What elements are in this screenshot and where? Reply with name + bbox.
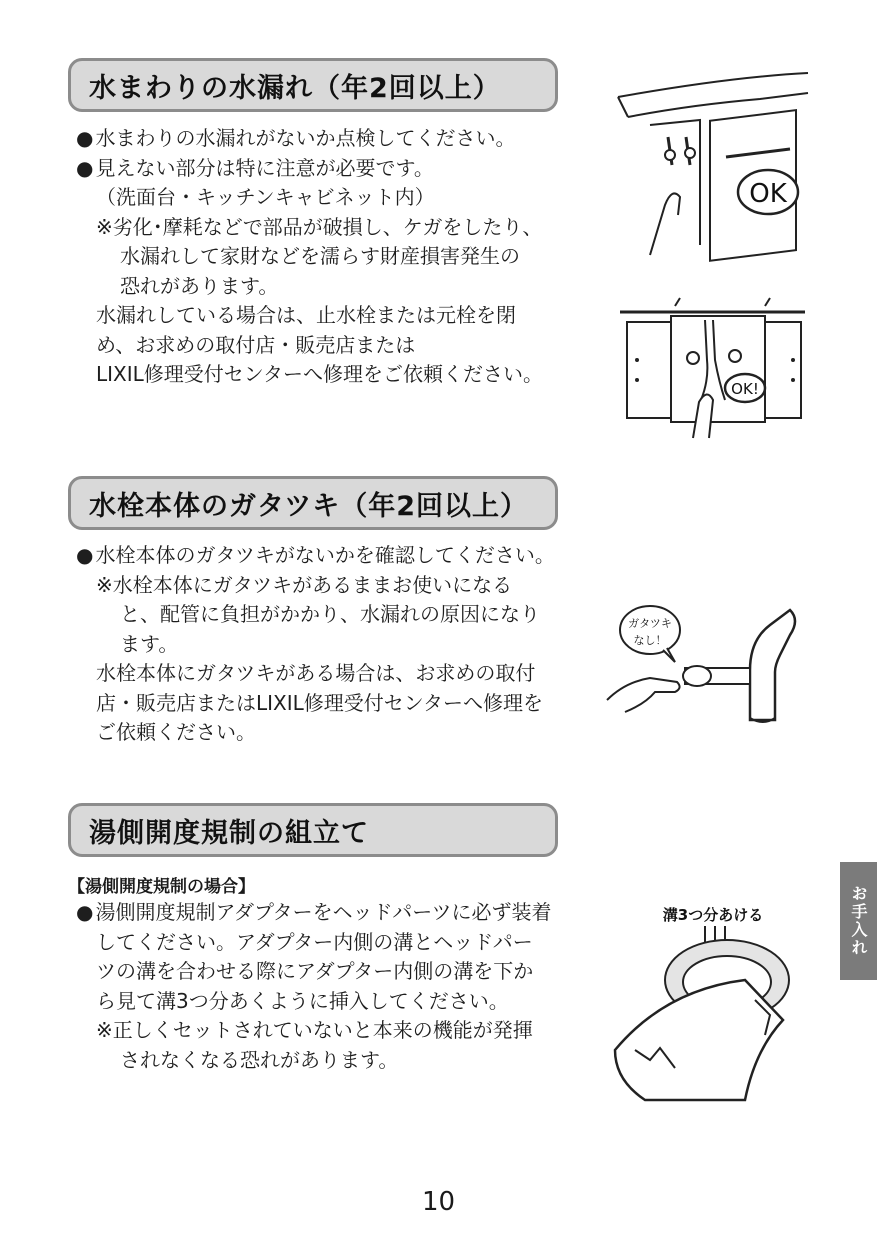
body-line: 恐れがあります。 [120,273,279,298]
adapter-groove-illustration [605,900,805,1105]
body-line: ※正しくセットされていないと本来の機能が発揮 [96,1018,533,1042]
body-line: め、お求めの取付店・販売店または [96,332,416,357]
body-line: ら見て溝3つ分あくように挿入してください。 [96,988,509,1013]
bubble-label: なし！ [633,634,667,647]
body-line: （洗面台・キッチンキャビネット内） [96,185,435,209]
section-body-hot-limit-assembly [76,898,551,1075]
body-line: ● 水まわりの水漏れがないか点検してください。 [76,124,543,154]
body-line: されなくなる恐れがあります。 [120,1047,399,1072]
ok-label: OK [749,179,787,209]
body-line: 店・販売店またはLIXIL修理受付センターへ修理を [96,690,543,715]
body-line: してください。アダプター内側の溝とヘッドパー [96,929,533,954]
section-title-faucet-wobble: 水栓本体のガタツキ（年2回以上） [68,476,558,530]
bubble-label: ガタツキ [628,617,672,630]
body-line: 水漏れしている場合は、止水栓または元栓を閉 [96,303,516,327]
body-line: ツの溝を合わせる際にアダプター内側の溝を下か [96,959,534,983]
body-line: ます。 [120,631,179,656]
section-body-leak-check [76,124,543,390]
body-line: ご依頼ください。 [96,720,256,744]
groove-label: 溝3つ分あける [662,906,764,924]
open-cabinet-illustration [615,290,810,440]
body-line: ● 見えない部分は特に注意が必要です。 [76,154,543,184]
faucet-wobble-illustration [605,600,805,730]
section-body-faucet-wobble [76,541,555,748]
body-line: 水漏れして家財などを濡らす財産損害発生の [120,244,520,268]
section-title-hot-limit-assembly: 湯側開度規制の組立て [68,803,558,857]
subheading: 【湯側開度規制の場合】 [68,877,255,897]
section-title-leak-check: 水まわりの水漏れ（年2回以上） [68,58,558,112]
cabinet-drawer-illustration [610,65,815,265]
side-tab-care: お手入れ [840,862,877,980]
body-line: と、配管に負担がかかり、水漏れの原因になり [120,602,540,626]
body-line: ● 湯側開度規制アダプターをヘッドパーツに必ず装着 [76,898,551,928]
body-line: ※水栓本体にガタツキがあるままお使いになる [96,572,513,597]
body-line: 水栓本体にガタツキがある場合は、お求めの取付 [96,661,536,685]
body-line: ※劣化･摩耗などで部品が破損し、ケガをしたり、 [96,214,543,239]
page-number: 10 [421,1187,456,1217]
ok-label: OK! [731,380,759,398]
body-line: LIXIL修理受付センターへ修理をご依頼ください。 [96,362,543,386]
body-line: ● 水栓本体のガタツキがないかを確認してください。 [76,541,555,571]
